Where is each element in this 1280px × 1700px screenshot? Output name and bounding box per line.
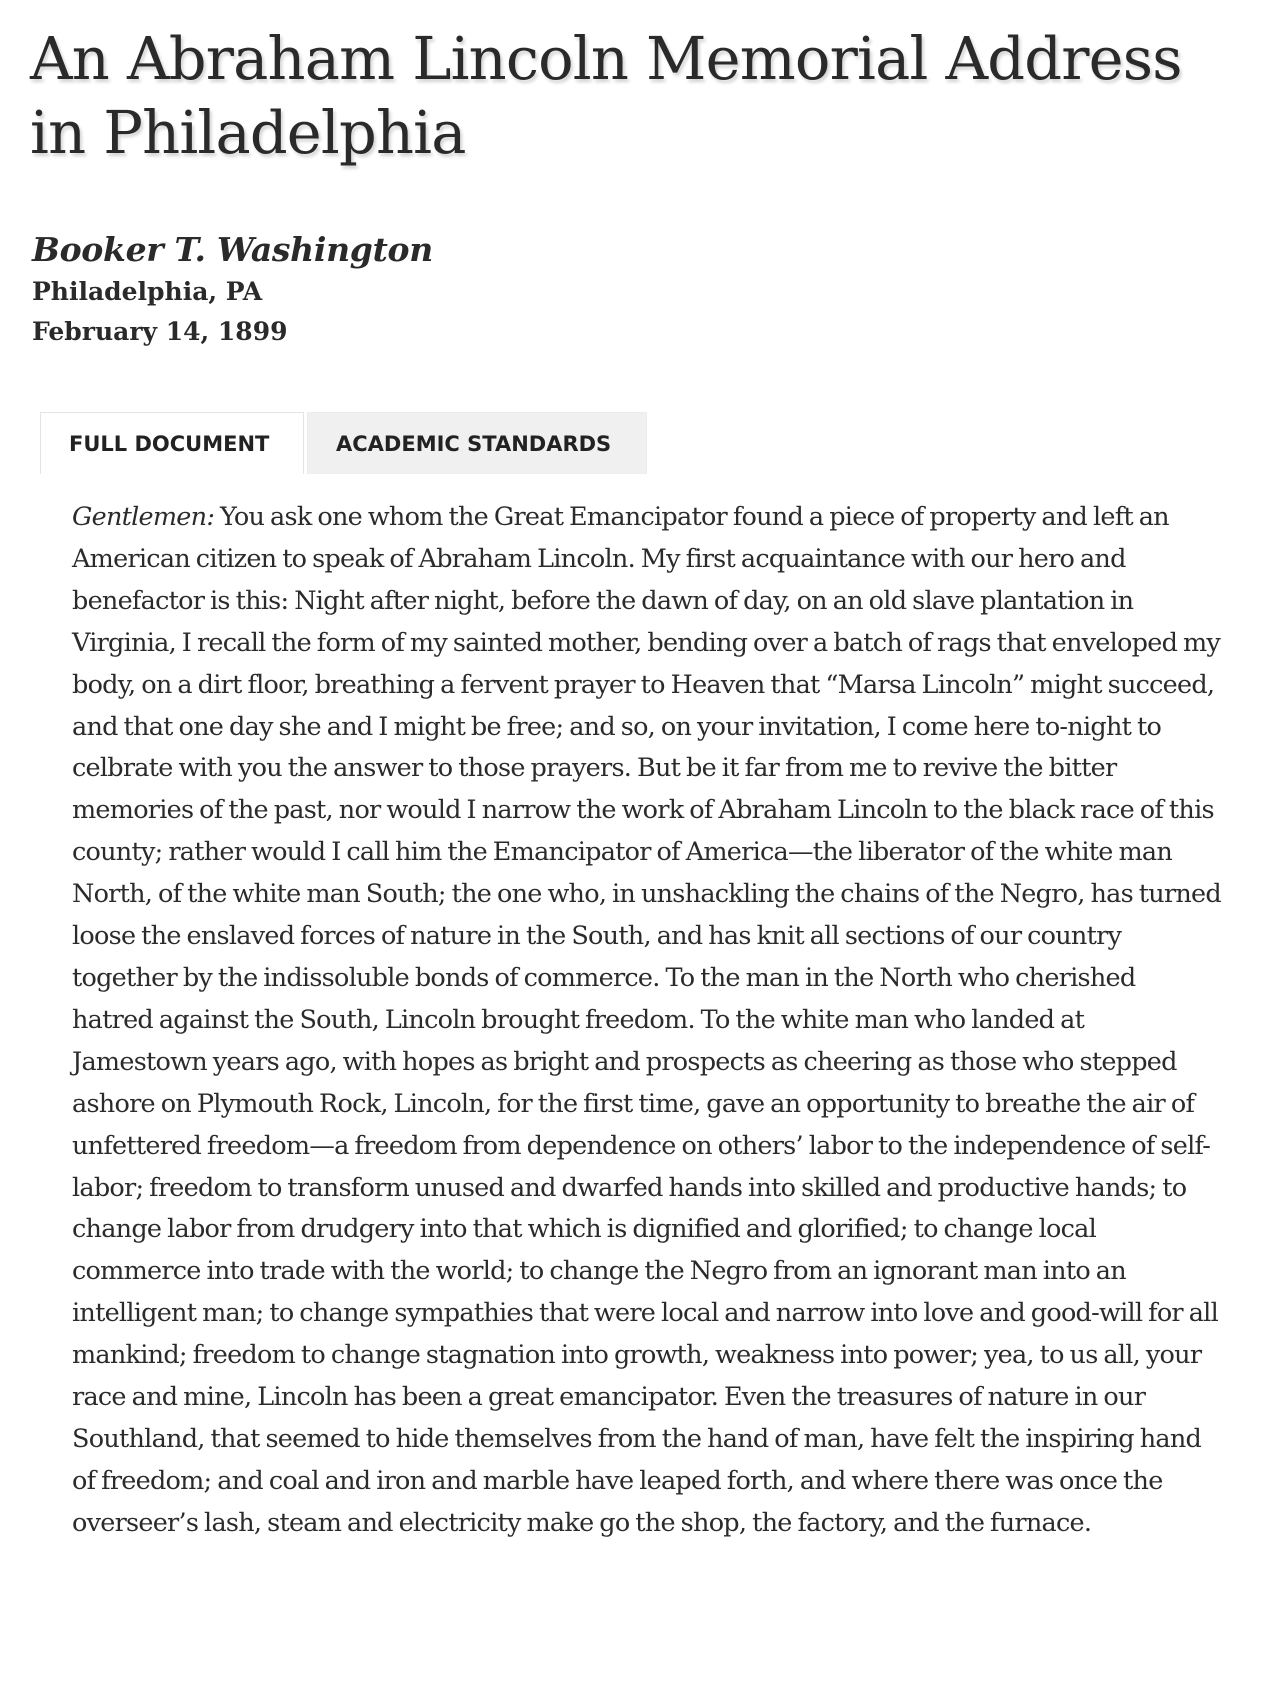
body-text: You ask one whom the Great Emancipator found a piece of property and left an American citizen to speak of Abraham Lincoln. My first acquaintance with our hero and benefactor is this: Night after night, before the dawn of day, on an old slave plantation in Virginia, I recall the form of my sainted mother, bending over a batch of rags that enveloped my body, on a dirt floor, breathing a fervent prayer to Heaven that “Marsa Lincoln” might succeed, and that one day she and I might be free; and so, on your invitation, I come here to-night to celbrate with you the answer to those prayers. But be it far from me to revive the bitter memories of the past, nor would I narrow the work of Abraham Lincoln to the black race of this county; rather would I call him the Emancipator of America—the liberator of the white man North, of the white man South; the one who, in unshackling the chains of the Negro, has turned loose the enslaved forces of nature in the South, and has knit all sections of our country together by the indissoluble bonds of commerce. To the man in the North who cherished hatred against the South, Lincoln brought freedom. To the white man who landed at Jamestown years ago, with hopes as bright and prospects as cheering as those who stepped ashore on Plymouth Rock, Lincoln, for the first time, gave an opportunity to breathe the air of unfettered freedom—a freedom from dependence on others’ labor to the independence of self-labor; freedom to transform unused and dwarfed hands into skilled and productive hands; to change labor from drudgery into that which is dignified and glorified; to change local commerce into trade with the world; to change the Negro from an ignorant man into an intelligent man; to change sympathies that were local and narrow into love and good-will for all mankind; freedom to change stagnation into growth, weakness into power; yea, to us all, your race and mine, Lincoln has been a great emancipator. Even the treasures of nature in our Southland, that seemed to hide themselves from the hand of man, have felt the inspiring hand of freedom; and coal and iron and marble have leaped forth, and where there was once the overseer’s lash, steam and electricity make go the shop, the factory, and the furnace. — [72, 502, 1221, 1538]
tab-full-document[interactable]: FULL DOCUMENT — [40, 412, 304, 474]
byline — [32, 228, 932, 352]
document-tabs — [40, 412, 647, 474]
page-title: An Abraham Lincoln Memorial Address in Philadelphia — [30, 24, 1182, 167]
tab-academic-standards[interactable]: ACADEMIC STANDARDS — [307, 412, 647, 474]
author-name: Booker T. Washington — [32, 230, 433, 269]
speech-location: Philadelphia, PA — [32, 277, 263, 306]
speech-date: February 14, 1899 — [32, 317, 288, 346]
document-text — [72, 497, 1222, 1545]
salutation: Gentlemen: — [72, 502, 215, 532]
